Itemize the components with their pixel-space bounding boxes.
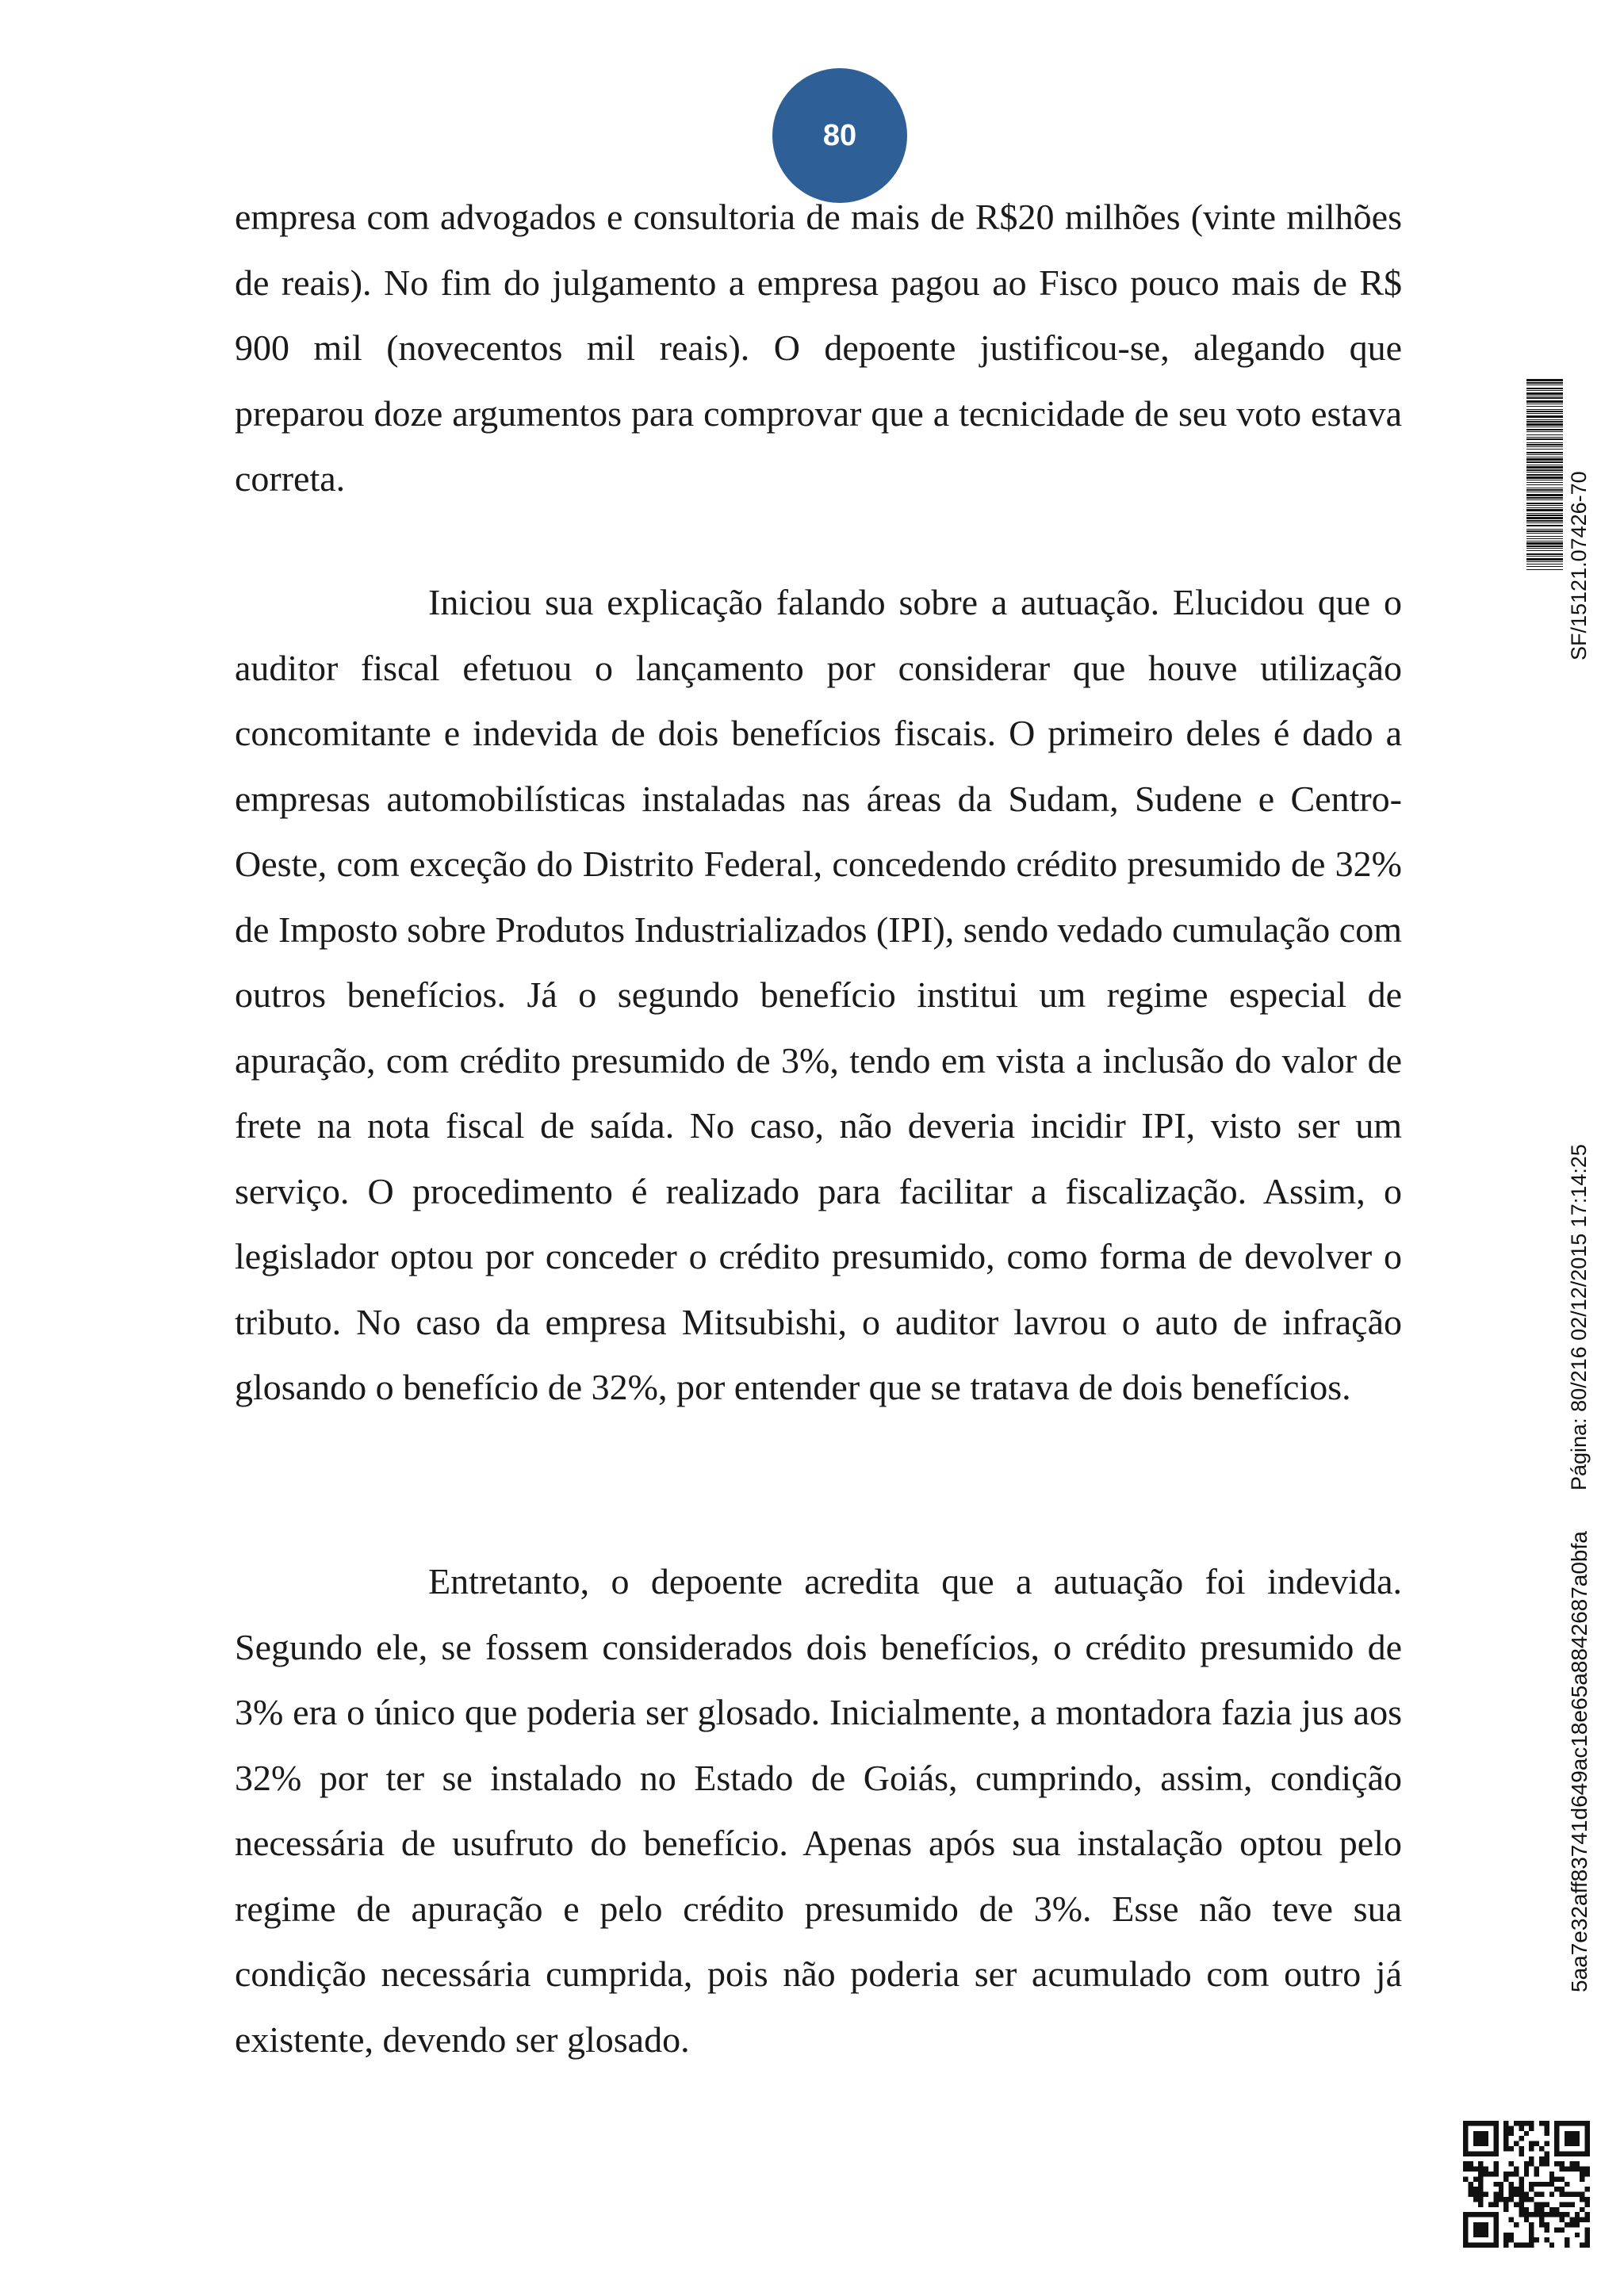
- paragraph-1: empresa com advogados e consultoria de mais de R$20 milhões (vinte milhões de reais). No fim do julgamento a empresa pagou ao Fisco pouco mais de R$ 900 mil (novecentos mil reais). O depoente justificou-se, alegando que preparou doze argumentos para comprovar que a tecnicidade de seu voto estava correta.: [235, 197, 1402, 499]
- paragraph-3: Entretanto, o depoente acredita que a autuação foi indevida. Segundo ele, se fossem considerados dois benefícios, o crédito presumido de 3% era o único que poderia ser glosado. Inicialmente, a montadora fazia jus aos 32% por ter se instalado no Estado de Goiás, cumprindo, assim, condição necessária de usufruto do benefício. Apenas após sua instalação optou pelo regime de apuração e pelo crédito presumido de 3%. Esse não teve sua condição necessária cumprida, pois não poderia ser acumulado com outro já existente, devendo ser glosado.: [235, 1561, 1402, 2060]
- document-hash: 5aa7e32aff83741d649ac18e65a8842687a0bfa: [1567, 1531, 1591, 1992]
- paragraph-2: Iniciou sua explicação falando sobre a autuação. Elucidou que o auditor fiscal efetuou o lançamento por considerar que houve utilização concomitante e indevida de dois benefícios fiscais. O primeiro deles é dado a empresas automobilísticas instaladas nas áreas da Sudam, Sudene e Centro-Oeste, com exceção do Distrito Federal, concedendo crédito presumido de 32% de Imposto sobre Produtos Industrializados (IPI), sendo vedado cumulação com outros benefícios. Já o segundo benefício institui um regime especial de apuração, com crédito presumido de 3%, tendo em vista a inclusão do valor de frete na nota fiscal de saída. No caso, não deveria incidir IPI, visto ser um serviço. O procedimento é realizado para facilitar a fiscalização. Assim, o legislador optou por conceder o crédito presumido, como forma de devolver o tributo. No caso da empresa Mitsubishi, o auditor lavrou o auto de infração glosando o benefício de 32%, por entender que se tratava de dois benefícios.: [235, 582, 1402, 1407]
- page-info: Página: 80/216 02/12/2015 17:14:25: [1567, 1144, 1591, 1490]
- page-number: 80: [822, 118, 857, 152]
- document-code: SF/15121.07426-70: [1567, 471, 1591, 660]
- barcode-icon: [1526, 379, 1563, 747]
- qr-code-icon: [1463, 2121, 1590, 2248]
- page-number-badge: [772, 68, 907, 203]
